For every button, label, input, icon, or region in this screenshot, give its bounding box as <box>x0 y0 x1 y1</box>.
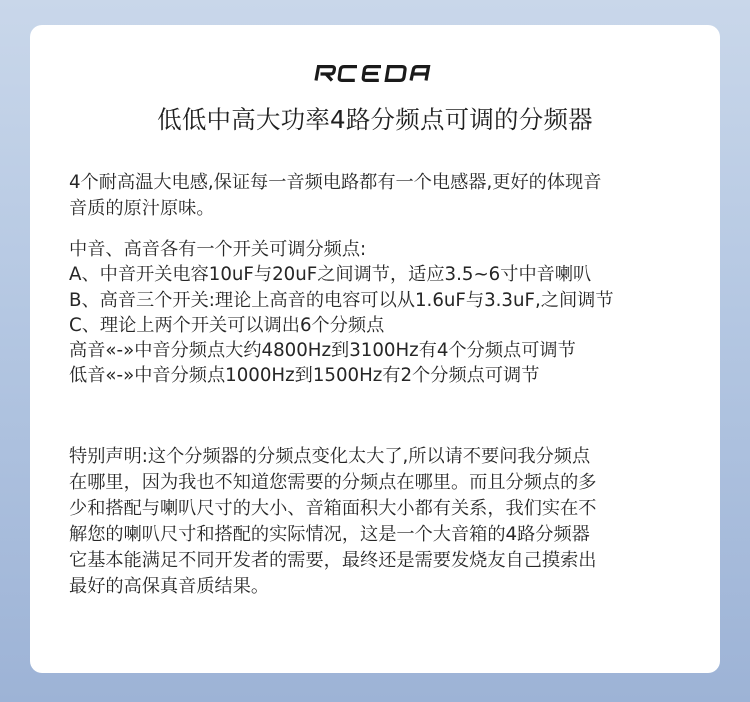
text-line: C、理论上两个开关可以调出6个分频点 <box>69 314 385 336</box>
text-line: 最好的高保真音质结果。 <box>69 576 270 597</box>
text-line: 高音«-»中音分频点大约4800Hz到3100Hz有4个分频点可调节 <box>69 340 576 362</box>
brand-logo <box>30 61 720 85</box>
intro-paragraph <box>69 170 709 222</box>
switch-spec-paragraph <box>69 237 709 389</box>
text-line: B、高音三个开关:理论上高音的电容可以从1.6uF与3.3uF,之间调节 <box>69 289 614 311</box>
text-line: 低音«-»中音分频点1000Hz到1500Hz有2个分频点可调节 <box>69 365 540 387</box>
text-line: 音质的原汁原味。 <box>69 198 215 219</box>
text-line: 4个耐高温大电感,保证每一音频电路都有一个电感器,更好的体现音 <box>69 172 602 193</box>
content-card <box>30 25 720 673</box>
rceda-logo-icon <box>313 65 437 82</box>
text-line: 中音、高音各有一个开关可调分频点: <box>69 239 367 260</box>
text-line: 解您的喇叭尺寸和搭配的实际情况，这是一个大音箱的4路分频器 <box>69 524 590 545</box>
page-title: 低低中高大功率4路分频点可调的分频器 <box>157 105 593 134</box>
text-line: A、中音开关电容10uF与20uF之间调节，适应3.5~6寸中音喇叭 <box>69 264 592 286</box>
text-line: 它基本能满足不同开发者的需要，最终还是需要发烧友自己摸索出 <box>69 550 597 571</box>
text-line: 在哪里，因为我也不知道您需要的分频点在哪里。而且分频点的多 <box>69 472 597 493</box>
text-line: 少和搭配与喇叭尺寸的大小、音箱面积大小都有关系，我们实在不 <box>69 498 597 519</box>
disclaimer-paragraph <box>69 444 709 600</box>
text-line: 特别声明:这个分频器的分频点变化太大了,所以请不要问我分频点 <box>69 446 591 467</box>
